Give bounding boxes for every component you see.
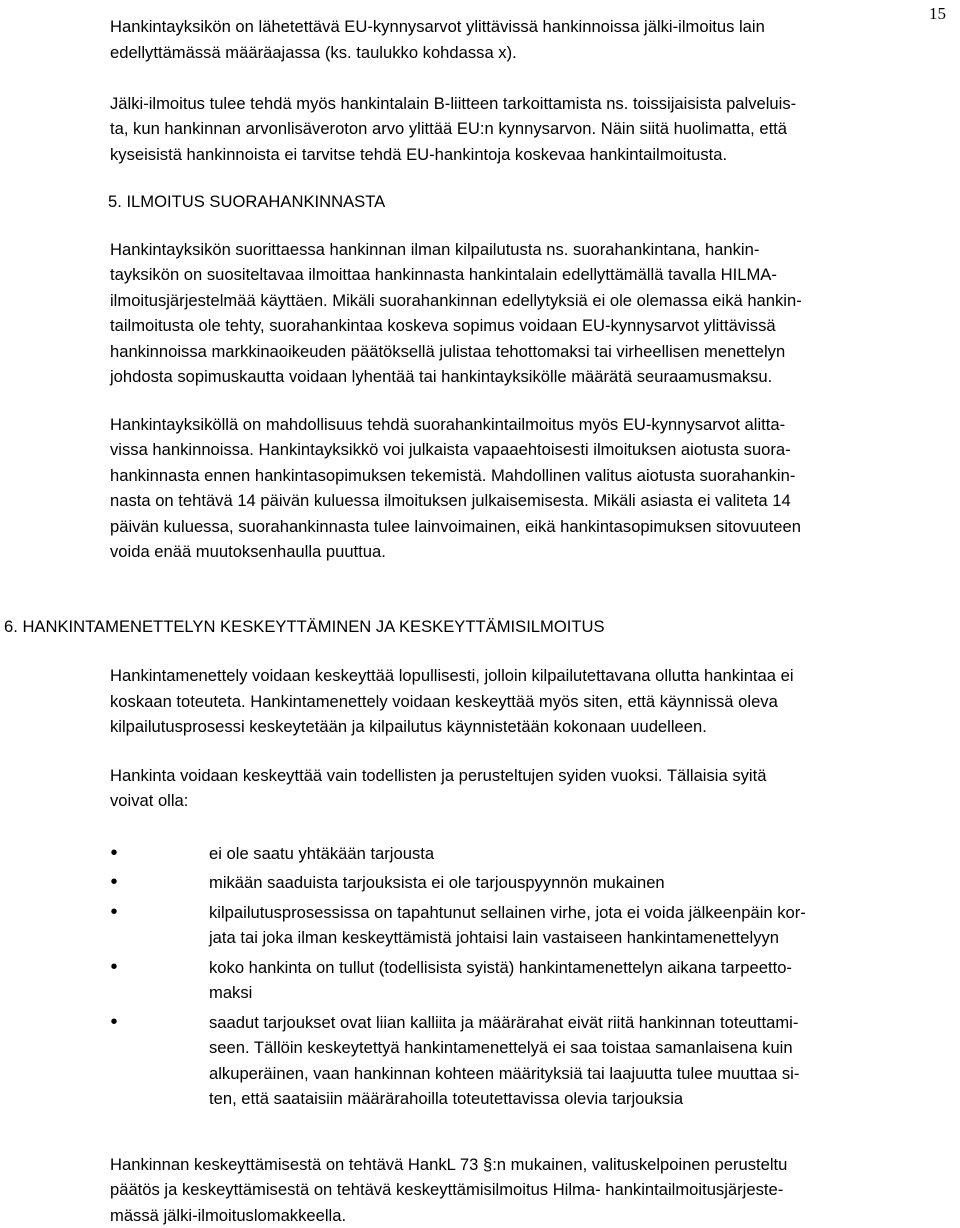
section-6-heading: 6. HANKINTAMENETTELYN KESKEYTTÄMINEN JA KESKEYTTÄMISILMOITUS <box>4 614 942 640</box>
intro-paragraph-2 <box>110 91 942 168</box>
text-line: mässä jälki-ilmoituslomakkeella. <box>110 1203 942 1228</box>
text-line: hankinnoissa markkinaoikeuden päätöksellä julistaa tehottomaksi tai virheellisen menettelyn <box>110 339 942 365</box>
text-line: päivän kuluessa, suorahankinnasta tulee lainvoimainen, eikä hankintasopimuksen sitovuuteen <box>110 514 942 540</box>
section-5-heading: 5. ILMOITUS SUORAHANKINNASTA <box>108 189 942 215</box>
bullet-icon: • <box>107 841 121 867</box>
text-line: hankinnasta ennen hankintasopimuksen tekemistä. Mahdollinen valitus aiotusta suorahankin- <box>110 463 942 489</box>
section-6-paragraph-1 <box>110 663 942 740</box>
bullet-icon: • <box>107 870 121 896</box>
text-line: Hankinta voidaan keskeyttää vain todellisten ja perusteltujen syiden vuoksi. Tällaisia syitä <box>110 763 942 789</box>
text-line: Hankintayksikön on lähetettävä EU-kynnysarvot ylittävissä hankinnoissa jälki-ilmoitus lain <box>110 14 942 40</box>
list-item <box>110 870 942 896</box>
intro-paragraph-1 <box>110 14 942 65</box>
bullet-icon: • <box>107 955 121 981</box>
text-line: tayksikön on suositeltavaa ilmoittaa hankinnasta hankintalain edellyttämällä tavalla HILMA- <box>110 262 942 288</box>
text-line: voivat olla: <box>110 788 942 814</box>
text-line: johdosta sopimuskautta voidaan lyhentää tai hankintayksikölle määrätä seuraamusmaksu. <box>110 364 942 390</box>
text-line: kilpailutusprosessissa on tapahtunut sellainen virhe, jota ei voida jälkeenpäin kor- <box>209 900 942 926</box>
text-line: maksi <box>209 980 942 1006</box>
text-line: seen. Tällöin keskeytettyä hankintamenettelyä ei saa toistaa samanlaisena kuin <box>209 1035 942 1061</box>
text-line: Jälki-ilmoitus tulee tehdä myös hankintalain B-liitteen tarkoittamista ns. toissijaisista palveluis- <box>110 91 942 117</box>
text-line: ten, että saataisiin määrärahoilla toteutettavissa olevia tarjouksia <box>209 1086 942 1112</box>
text-line: jata tai joka ilman keskeyttämistä johtaisi lain vastaiseen hankintamenettelyyn <box>209 925 942 951</box>
bullet-icon: • <box>107 900 121 926</box>
bullet-icon: • <box>107 1010 121 1036</box>
text-line: Hankintayksiköllä on mahdollisuus tehdä suorahankintailmoitus myös EU-kynnysarvot alitta- <box>110 412 942 438</box>
text-line: koko hankinta on tullut (todellisista syistä) hankintamenettelyn aikana tarpeetto- <box>209 955 942 981</box>
text-line: edellyttämässä määräajassa (ks. taulukko kohdassa x). <box>110 40 942 66</box>
text-line: ta, kun hankinnan arvonlisäveroton arvo ylittää EU:n kynnysarvon. Näin siitä huolimatta, että <box>110 116 942 142</box>
list-item <box>110 841 942 867</box>
list-item <box>110 900 942 951</box>
text-line: Hankintayksikön suorittaessa hankinnan ilman kilpailutusta ns. suorahankintana, hankin- <box>110 237 942 263</box>
section-5-paragraph-2 <box>110 412 942 565</box>
reasons-list <box>110 841 942 1112</box>
text-line: nasta on tehtävä 14 päivän kuluessa ilmoituksen julkaisemisesta. Mikäli asiasta ei valiteta 14 <box>110 488 942 514</box>
text-line: voida enää muutoksenhaulla puuttua. <box>110 539 942 565</box>
text-line: Hankinnan keskeyttämisestä on tehtävä HankL 73 §:n mukainen, valituskelpoinen perusteltu <box>110 1152 942 1178</box>
section-5-paragraph-1 <box>110 237 942 390</box>
section-6-paragraph-2 <box>110 763 942 814</box>
text-line: koskaan toteuteta. Hankintamenettely voidaan keskeyttää myös siten, että käynnissä oleva <box>110 689 942 715</box>
page-number: 15 <box>929 4 946 24</box>
text-line: saadut tarjoukset ovat liian kalliita ja määrärahat eivät riitä hankinnan toteuttami- <box>209 1010 942 1036</box>
text-line: kilpailutusprosessi keskeytetään ja kilpailutus käynnistetään kokonaan uudelleen. <box>110 714 942 740</box>
list-item <box>110 1010 942 1112</box>
text-line: mikään saaduista tarjouksista ei ole tarjouspyynnön mukainen <box>209 870 942 896</box>
text-line: vissa hankinnoissa. Hankintayksikkö voi julkaista vapaaehtoisesti ilmoituksen aiotusta suora- <box>110 437 942 463</box>
text-line: ilmoitusjärjestelmää käyttäen. Mikäli suorahankinnan edellytyksiä ei ole olemassa eikä hankin- <box>110 288 942 314</box>
text-line: tailmoitusta ole tehty, suorahankintaa koskeva sopimus voidaan EU-kynnysarvot ylittävissä <box>110 313 942 339</box>
text-line: alkuperäinen, vaan hankinnan kohteen määrityksiä tai laajuutta tulee muuttaa si- <box>209 1061 942 1087</box>
text-line: ei ole saatu yhtäkään tarjousta <box>209 841 942 867</box>
document-body <box>110 14 942 1228</box>
text-line: päätös ja keskeyttämisestä on tehtävä keskeyttämisilmoitus Hilma- hankintailmoitusjärjeste- <box>110 1177 942 1203</box>
text-line: Hankintamenettely voidaan keskeyttää lopullisesti, jolloin kilpailutettavana ollutta hankintaa ei <box>110 663 942 689</box>
text-line: kyseisistä hankinnoista ei tarvitse tehdä EU-hankintoja koskevaa hankintailmoitusta. <box>110 142 942 168</box>
section-6-paragraph-3 <box>110 1152 942 1228</box>
list-item <box>110 955 942 1006</box>
